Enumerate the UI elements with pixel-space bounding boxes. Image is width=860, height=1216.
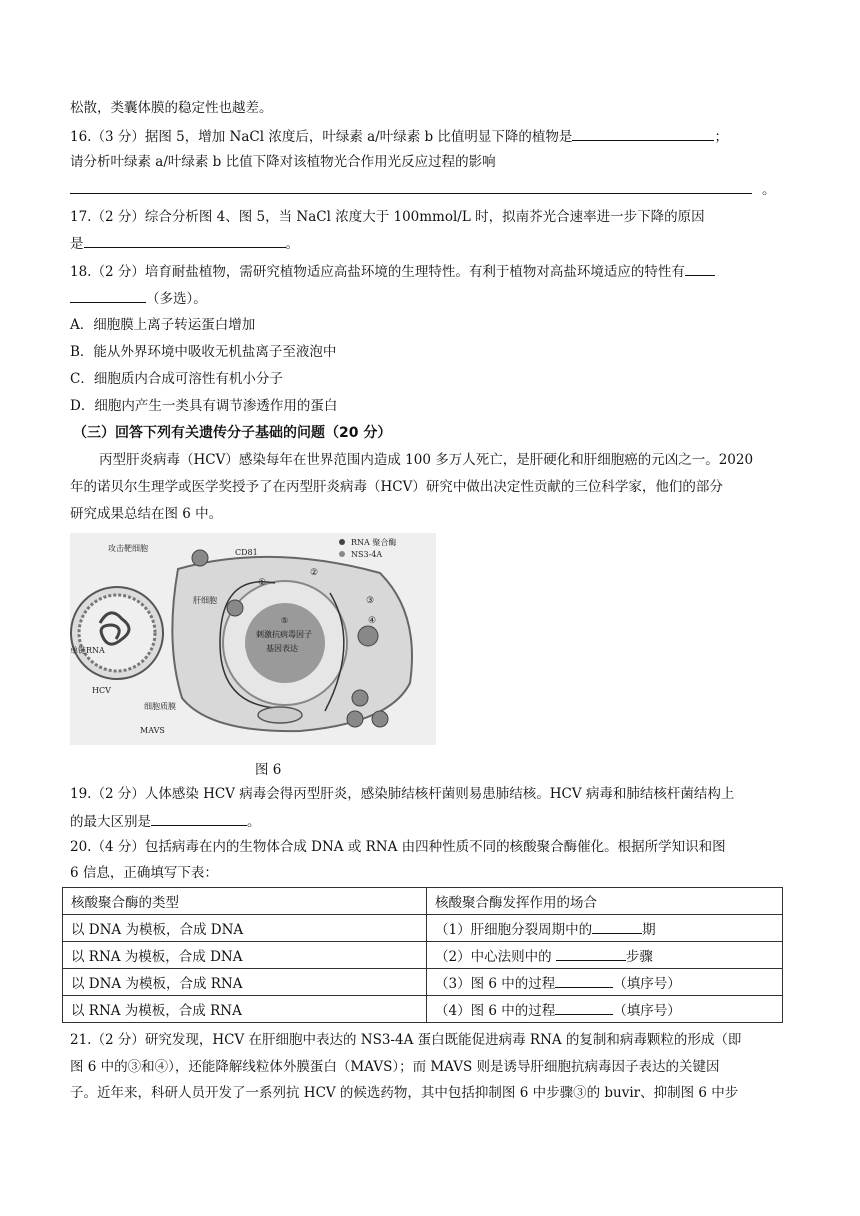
- intro-paragraph-line2: 年的诺贝尔生理学或医学奖授予了在丙型肝炎病毒（HCV）研究中做出决定性贡献的三位科学家，他们的部分: [70, 479, 723, 495]
- answer-blank[interactable]: [555, 974, 613, 988]
- answer-blank[interactable]: [70, 289, 146, 303]
- table-row: [63, 942, 783, 969]
- label-ssrna: 单链RNA: [70, 646, 105, 655]
- legend-ns3-4a: NS3-4A: [351, 550, 383, 559]
- section-heading: （三）回答下列有关遗传分子基础的问题（20 分）: [73, 425, 392, 441]
- legend-rna-polymerase: RNA 聚合酶: [351, 538, 397, 547]
- answer-blank[interactable]: [151, 812, 247, 826]
- option-d: D．细胞内产生一类具有调节渗透作用的蛋白: [70, 398, 338, 414]
- table-cell: 以 RNA 为模板，合成 DNA: [63, 942, 427, 969]
- table-row: [63, 996, 783, 1023]
- q16-end: ；: [714, 129, 728, 145]
- question-21-line1: 21.（2 分）研究发现，HCV 在肝细胞中表达的 NS3-4A 蛋白既能促进病毒 RNA 的复制和病毒颗粒的形成（即: [70, 1032, 742, 1048]
- cell-text: （3）图 6 中的过程: [435, 976, 556, 992]
- answer-blank[interactable]: [84, 234, 286, 248]
- label-step-1: ①: [258, 578, 267, 588]
- table-cell: 以 DNA 为模板，合成 DNA: [63, 915, 427, 942]
- intro-paragraph-line3: 研究成果总结在图 6 中。: [70, 506, 223, 522]
- hcv-diagram: [70, 533, 436, 745]
- label-cd81: CD81: [235, 548, 258, 557]
- cell-text: （4）图 6 中的过程: [435, 1003, 556, 1019]
- table-cell: 以 DNA 为模板，合成 RNA: [63, 969, 427, 996]
- question-16-line2: 请分析叶绿素 a/叶绿素 b 比值下降对该植物光合作用光反应过程的影响: [70, 154, 496, 170]
- answer-blank[interactable]: [572, 127, 714, 141]
- q17-end: 。: [285, 236, 299, 252]
- question-17-line1: 17.（2 分）综合分析图 4、图 5，当 NaCl 浓度大于 100mmol/L 时，拟南芥光合速率进一步下降的原因: [70, 209, 705, 225]
- q16-line3-end: 。: [762, 182, 776, 198]
- intro-paragraph-line1: 丙型肝炎病毒（HCV）感染每年在世界范围内造成 100 多万人死亡，是肝硬化和肝细胞癌的元凶之一。2020: [99, 452, 754, 468]
- question-16-line3: [70, 180, 776, 199]
- label-nucleus-2: 基因表达: [266, 644, 298, 653]
- table-cell: [427, 969, 783, 996]
- question-20-line2: 6 信息，正确填写下表：: [70, 865, 218, 881]
- text-line: 松散，类囊体膜的稳定性也越差。: [70, 100, 273, 116]
- cell-text: （1）肝细胞分裂周期中的: [435, 922, 593, 938]
- q19-text: 的最大区别是: [70, 814, 151, 830]
- q18-text: 18.（2 分）培育耐盐植物，需研究植物适应高盐环境的生理特性。有利于植物对高盐环境适应的特性有: [70, 264, 685, 280]
- mitochondrion: [258, 707, 302, 723]
- figure-6-hcv-lifecycle: [70, 533, 436, 745]
- question-19-line2: [70, 812, 261, 831]
- cell-text: 期: [642, 922, 656, 938]
- option-c: C．细胞质内合成可溶性有机小分子: [70, 371, 283, 387]
- answer-blank[interactable]: [592, 920, 642, 934]
- label-step-3: ③: [366, 596, 375, 606]
- table-cell: [427, 915, 783, 942]
- label-step-2: ②: [310, 568, 319, 578]
- label-attack: 攻击靶细胞: [108, 544, 148, 553]
- answer-blank[interactable]: [556, 947, 626, 961]
- cell-text: （2）中心法则中的: [435, 949, 556, 965]
- table-header-row: [63, 888, 783, 915]
- label-cell-membrane: 细胞质膜: [144, 702, 176, 711]
- q18-end: （多选）。: [146, 291, 207, 307]
- cell-text: （填序号）: [613, 1003, 681, 1019]
- question-18-line2: [70, 289, 207, 308]
- answer-blank[interactable]: [685, 262, 715, 276]
- table-header-cell: 核酸聚合酶的类型: [63, 888, 427, 915]
- polymerase-table: [62, 887, 783, 1023]
- question-18-line1: [70, 262, 715, 281]
- table-cell: [427, 942, 783, 969]
- q17-text: 是: [70, 236, 84, 252]
- label-liver-cell: 肝细胞: [193, 596, 217, 605]
- table-row: [63, 915, 783, 942]
- question-16-line1: [70, 127, 728, 146]
- q16-text: 16.（3 分）据图 5，增加 NaCl 浓度后，叶绿素 a/叶绿素 b 比值明显下降的植物是: [70, 129, 573, 145]
- table-cell: 以 RNA 为模板，合成 RNA: [63, 996, 427, 1023]
- table-header-cell: 核酸聚合酶发挥作用的场合: [427, 888, 783, 915]
- answer-blank[interactable]: [555, 1001, 613, 1015]
- label-hcv: HCV: [92, 686, 111, 695]
- question-20-line1: 20.（4 分）包括病毒在内的生物体合成 DNA 或 RNA 由四种性质不同的核酸聚合酶催化。根据所学知识和图: [70, 839, 726, 855]
- question-17-line2: [70, 234, 299, 253]
- table-cell: [427, 996, 783, 1023]
- option-a: A．细胞膜上离子转运蛋白增加: [70, 317, 256, 333]
- cell-text: 步骤: [625, 949, 653, 965]
- option-b: B．能从外界环境中吸收无机盐离子至液泡中: [70, 344, 337, 360]
- hcv-virion: [71, 587, 163, 679]
- answer-blank[interactable]: [70, 180, 752, 194]
- label-step-4: ④: [368, 616, 377, 626]
- question-21-line3: 子。近年来，科研人员开发了一系列抗 HCV 的候选药物，其中包括抑制图 6 中步骤③的 buvir、抑制图 6 中步: [70, 1085, 739, 1101]
- table-row: [63, 969, 783, 996]
- label-mavs: MAVS: [140, 726, 165, 735]
- label-step-5: ⑤: [281, 616, 289, 625]
- cell-text: （填序号）: [613, 976, 681, 992]
- figure-caption: 图 6: [255, 762, 282, 778]
- q19-end: 。: [247, 814, 261, 830]
- question-19-line1: 19.（2 分）人体感染 HCV 病毒会得丙型肝炎，感染肺结核杆菌则易患肺结核。HCV 病毒和肺结核杆菌结构上: [70, 786, 735, 802]
- label-nucleus-1: 刺激抗病毒因子: [256, 630, 312, 639]
- question-21-line2: 图 6 中的③和④），还能降解线粒体外膜蛋白（MAVS）；而 MAVS 则是诱导肝细胞抗病毒因子表达的关键因: [70, 1059, 720, 1075]
